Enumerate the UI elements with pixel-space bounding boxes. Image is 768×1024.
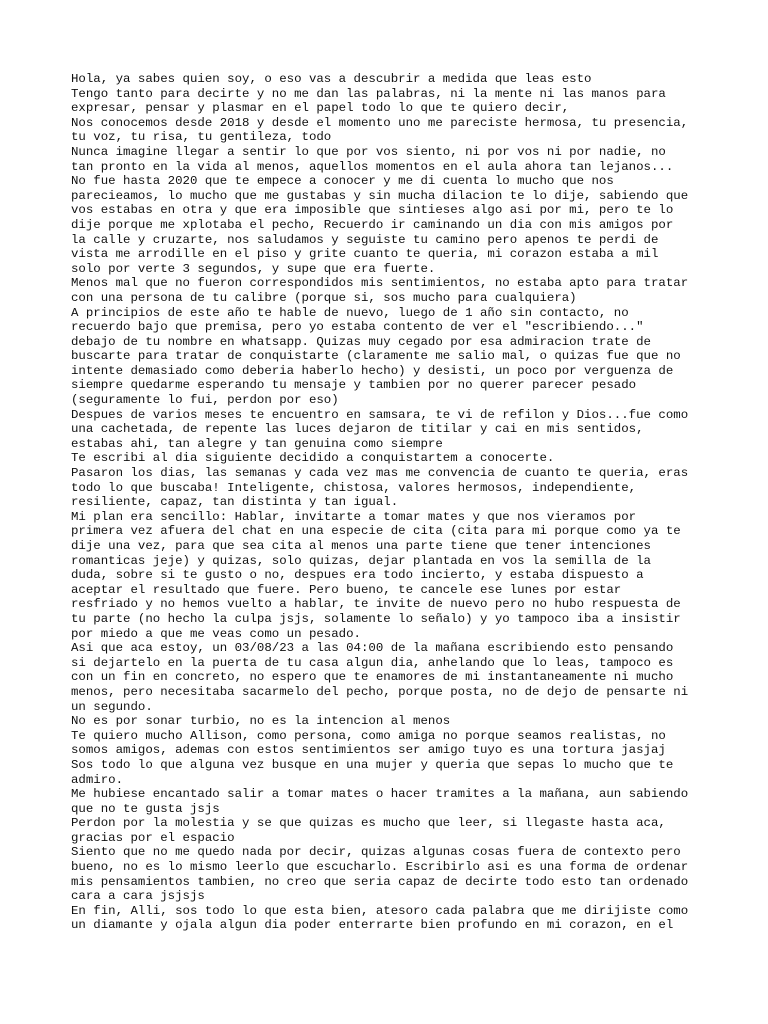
text-line: una cachetada, de repente las luces dejaron de titilar y cai en mis sentidos,: [71, 422, 644, 437]
text-line: recuerdo bajo que premisa, pero yo estaba contento de ver el "escribiendo...": [71, 320, 644, 335]
text-line: resiliente, capaz, tan distinta y tan igual.: [71, 495, 399, 510]
text-line: primera vez afuera del chat en una especie de cita (cita para mi porque como ya te: [71, 524, 681, 539]
text-line: Mi plan era sencillo: Hablar, invitarte a tomar mates y que nos vieramos por: [71, 509, 637, 524]
text-line: vista me arrodille en el piso y grite cuanto te queria, mi corazon estaba a mil: [71, 247, 659, 262]
text-line: Te quiero mucho Allison, como persona, como amiga no porque seamos realistas, no: [71, 728, 666, 743]
text-line: Te escribi al dia siguiente decidido a conquistartem a conocerte.: [71, 451, 555, 466]
text-line: un segundo.: [71, 699, 153, 714]
text-line: con una persona de tu calibre (porque si, sos mucho para cualquiera): [71, 290, 577, 305]
text-line: Nos conocemos desde 2018 y desde el momento uno me pareciste hermosa, tu presencia,: [71, 115, 689, 130]
text-line: mis pensamientos tambien, no creo que seria capaz de decirte todo esto tan ordenado: [71, 874, 689, 889]
text-line: solo por verte 3 segundos, y supe que era fuerte.: [71, 261, 436, 276]
text-line: En fin, Alli, sos todo lo que esta bien, atesoro cada palabra que me dirijiste como: [71, 903, 689, 918]
letter-body: [71, 72, 701, 933]
text-line: (seguramente lo fui, perdon por eso): [71, 393, 339, 408]
text-line: dije una vez, para que sea cita al menos una parte tiene que tener intenciones: [71, 539, 651, 553]
text-line: Siento que no me quedo nada por decir, quizas algunas cosas fuera de contexto pero: [71, 845, 681, 860]
text-line: resfriado y no hemos vuelto a hablar, te invite de nuevo pero no hubo respuesta de: [71, 597, 681, 612]
text-line: buscarte para tratar de conquistarte (claramente me salio mal, o quizas fue que no: [71, 349, 681, 364]
text-line: todo lo que buscaba! Inteligente, chistosa, valores hermosos, independiente,: [71, 480, 637, 495]
text-line: debajo de tu nombre en whatsapp. Quizas muy cegado por esa admiracion trate de: [71, 334, 651, 349]
text-line: Pasaron los dias, las semanas y cada vez mas me convencia de cuanto te queria, eras: [71, 466, 689, 481]
text-line: Nunca imagine llegar a sentir lo que por vos siento, ni por vos ni por nadie, no: [71, 144, 666, 159]
text-line: intente demasiado como deberia haberlo hecho) y desisti, un poco por verguenza de: [71, 363, 674, 378]
text-line: gracias por el espacio: [71, 830, 235, 845]
text-line: bueno, no es lo mismo leerlo que escucharlo. Escribirlo asi es una forma de ordenar: [71, 860, 689, 875]
text-line: estabas ahi, tan alegre y tan genuina como siempre: [71, 436, 443, 451]
text-line: aceptar el resultado que fuere. Pero bueno, te cancele ese lunes por estar: [71, 582, 622, 597]
text-line: No es por sonar turbio, no es la intencion al menos: [71, 714, 451, 729]
text-line: No fue hasta 2020 que te empece a conocer y me di cuenta lo mucho que nos: [71, 174, 614, 189]
text-line: A principios de este año te hable de nuevo, luego de 1 año sin contacto, no: [71, 305, 629, 320]
text-line: vos estabas en otra y que era imposible que sintieses algo asi por mi, pero te lo: [71, 203, 674, 218]
text-line: si dejartelo en la puerta de tu casa algun dia, anhelando que lo leas, tampoco es: [71, 655, 674, 670]
text-line: tu parte (no hecho la culpa jsjs, solamente lo señalo) y yo tampoco iba a insistir: [71, 611, 681, 626]
text-line: Sos todo lo que alguna vez busque en una mujer y queria que sepas lo mucho que te: [71, 757, 674, 772]
text-line: menos, pero necesitaba sacarmelo del pecho, porque posta, no de dejo de pensarte ni: [71, 684, 689, 699]
text-line: Perdon por la molestia y se que quizas es mucho que leer, si llegaste hasta aca,: [71, 816, 666, 831]
text-line: Hola, ya sabes quien soy, o eso vas a descubrir a medida que leas esto: [71, 72, 592, 86]
text-line: Me hubiese encantado salir a tomar mates o hacer tramites a la mañana, aun sabiendo: [71, 787, 689, 802]
text-line: expresar, pensar y plasmar en el papel todo lo que te quiero decir,: [71, 101, 570, 116]
text-line: admiro.: [71, 772, 124, 787]
text-line: romanticas jeje) y quizas, solo quizas, dejar plantada en vos la semilla de la: [71, 553, 651, 568]
text-line: parecieamos, lo mucho que me gustabas y sin mucha dilacion te lo dije, sabiendo que: [71, 188, 689, 203]
text-line: dije porque me xplotaba el pecho, Recuerdo ir caminando un dia con mis amigos por: [71, 217, 674, 232]
text-line: Menos mal que no fueron correspondidos mis sentimientos, no estaba apto para tratar: [71, 276, 689, 291]
text-line: tan pronto en la vida al menos, aquellos momentos en el aula ahora tan lejanos...: [71, 159, 674, 174]
text-line: tu voz, tu risa, tu gentileza, todo: [71, 130, 332, 145]
text-line: Despues de varios meses te encuentro en samsara, te vi de refilon y Dios...fue como: [71, 407, 689, 422]
text-line: cara a cara jsjsjs: [71, 889, 205, 904]
text-line: siempre quedarme esperando tu mensaje y tambien por no querer parecer pesado: [71, 378, 637, 393]
text-line: por miedo a que me veas como un pesado.: [71, 626, 361, 641]
text-line: que no te gusta jsjs: [71, 801, 220, 816]
text-line: somos amigos, ademas con estos sentimientos ser amigo tuyo es una tortura jasjaj: [71, 743, 666, 758]
text-line: un diamante y ojala algun dia poder enterrarte bien profundo en mi corazon, en el: [71, 918, 674, 933]
text-line: Asi que aca estoy, un 03/08/23 a las 04:00 de la mañana escribiendo esto pensando: [71, 641, 674, 656]
text-line: Tengo tanto para decirte y no me dan las palabras, ni la mente ni las manos para: [71, 86, 666, 101]
text-line: duda, sobre si te gusto o no, despues era todo incierto, y estaba dispuesto a: [71, 568, 644, 583]
text-line: con un fin en concreto, no espero que te enamores de mi instantaneamente ni mucho: [71, 670, 674, 685]
text-line: la calle y cruzarte, nos saludamos y seguiste tu camino pero apenos te perdi de: [71, 232, 659, 247]
